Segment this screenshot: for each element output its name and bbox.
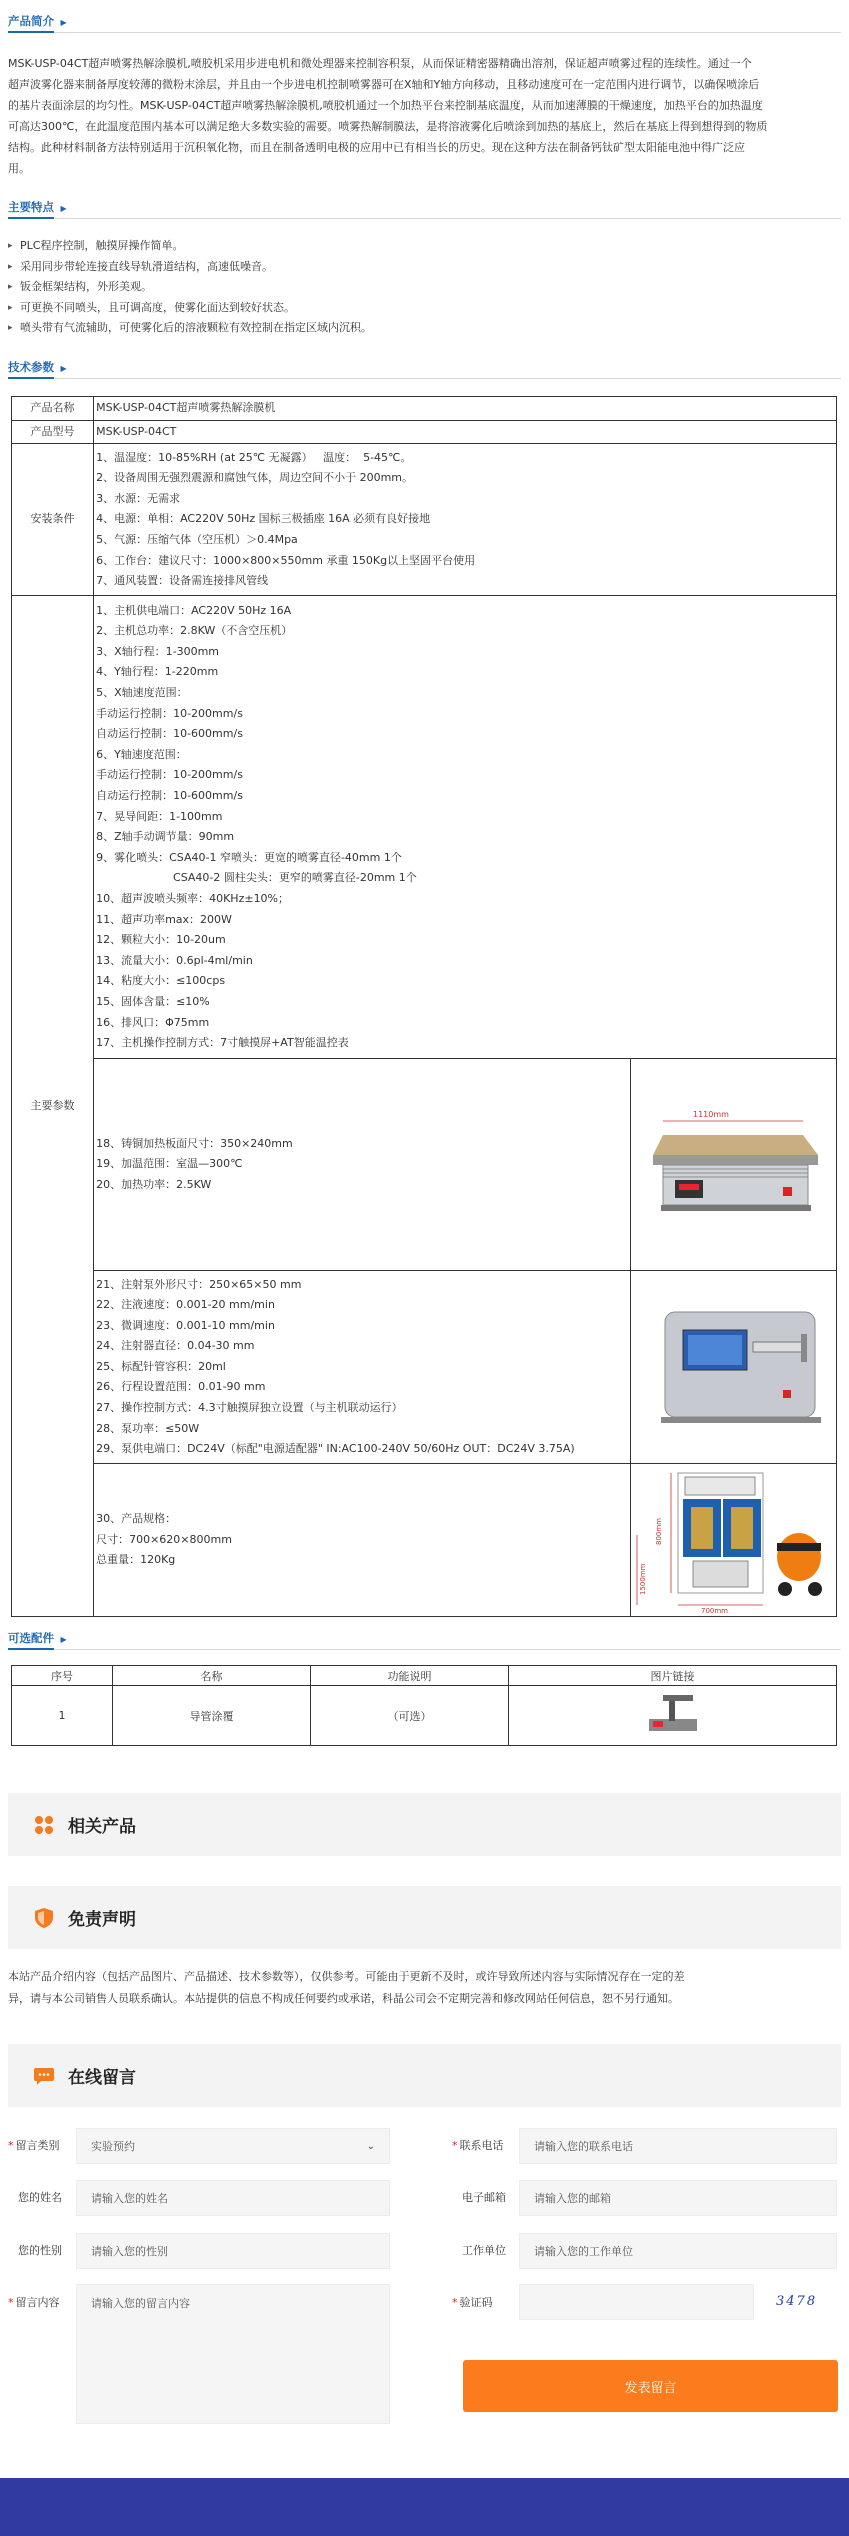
shield-icon [34,1908,54,1928]
main-params-block [94,596,837,1059]
text-line: CSA40-2 圆柱尖头：更窄的喷雾直径-20mm 1个 [96,871,417,885]
text-line: 5、气源：压缩气体（空压机）＞0.4Mpa [96,532,298,546]
intro-section-head [8,11,841,33]
text-line: 尺寸：700×620×800mm [96,1532,232,1546]
text-line: 4、电源：单相：AC220V 50Hz 国标三极插座 16A 必须有良好接地 [96,512,431,526]
accessories-table [11,1665,837,1746]
message-title: 在线留言 [68,2068,136,2088]
text-line: 总重量：120Kg [96,1553,176,1567]
text-line: 11、超声功率max：200W [96,912,232,926]
arrow-right-icon: ▶ [60,1635,67,1644]
disclaimer-title: 免责声明 [68,1910,136,1930]
text-line: 30、产品规格： [96,1512,177,1526]
main-params-block [94,1059,631,1271]
table-cell: 1 [12,1686,113,1746]
text-line: 异，请与本公司销售人员联系确认。本站提供的信息不构成任何要约或承诺，科晶公司会不定期完善和修改网站任何信息，恕不另行通知。 [8,1992,679,2005]
dim-label: 1110mm [693,1109,730,1119]
intro-text [8,53,841,179]
text-line: MSK-USP-04CT超声喷雾热解涂膜机,喷胶机采用步进电机和微处理器来控制容积泵，从而保证精密器精确出溶剂，保证超声喷雾过程的连续性。通过一个 [8,57,752,70]
type-select[interactable]: 实验预约 ⌄ [76,2128,390,2164]
text-line: 2、设备周围无强烈震源和腐蚀气体，周边空间不小于 200mm。 [96,471,414,485]
text-line: 6、Y轴速度范围： [96,747,187,761]
table-cell: 导管涂覆 [113,1686,311,1746]
main-params-block [94,1271,631,1464]
company-input[interactable]: 请输入您的工作单位 [519,2233,837,2269]
spec-label: 产品名称 [12,397,94,421]
gender-label: 您的性别 [18,2244,62,2257]
message-banner [8,2044,841,2107]
table-cell: （可选） [311,1686,509,1746]
text-line: 17、主机操作控制方式：7寸触摸屏+AT智能温控表 [96,1036,349,1050]
captcha-label: * 验证码 [452,2296,493,2309]
features-title: 主要特点 [8,197,54,219]
text-line: 8、Z轴手动调节量：90mm [96,830,235,844]
text-line: 26、行程设置范围：0.01-90 mm [96,1380,266,1394]
footer-bar [0,2478,849,2536]
feature-item: ▸ 钣金框架结构，外形美观。 [8,277,372,298]
gender-input[interactable]: 请输入您的性别 [76,2233,390,2269]
text-line: 自动运行控制：10-600mm/s [96,727,243,741]
specs-section-head [8,357,841,379]
text-line: 22、注液速度：0.001-20 mm/min [96,1298,275,1312]
content-textarea[interactable]: 请输入您的留言内容 [76,2284,390,2424]
text-line: 本站产品介绍内容（包括产品图片、产品描述、技术参数等），仅供参考。可能由于更新不及时，或许导致所述内容与实际情况存在一定的差 [8,1970,685,1983]
phone-label: * 联系电话 [452,2139,504,2152]
content-label: * 留言内容 [8,2296,60,2309]
chat-icon [34,2066,54,2086]
table-row [12,1686,837,1746]
email-input[interactable]: 请输入您的邮箱 [519,2180,837,2216]
text-line: 2、主机总功率：2.8KW（不含空压机） [96,624,293,638]
text-line: 3、水源：无需求 [96,491,181,505]
text-line: 19、加温范围：室温—300℃ [96,1157,243,1171]
related-products-banner [8,1793,841,1856]
text-line: 可高达300℃，在此温度范围内基本可以满足绝大多数实验的需要。喷雾热解制膜法，是将溶液雾化后喷涂到加热的基底上，然后在基底上得到想得到的物质 [8,120,768,133]
phone-input[interactable]: 请输入您的联系电话 [519,2128,837,2164]
install-conditions [94,444,837,596]
dim-label: 800mm [655,1518,664,1546]
table-header: 图片链接 [509,1666,837,1686]
text-line: 10、超声波喷头频率：40KHz±10%； [96,891,290,905]
text-line: 用。 [8,162,30,175]
features-list [8,236,372,339]
text-line: 5、X轴速度范围： [96,686,188,700]
features-section-head [8,197,841,219]
spec-value: MSK-USP-04CT [94,420,837,444]
text-line: 13、流量大小：0.6pl-4ml/min [96,953,253,967]
text-line: 7、通风装置：设备需连接排风管线 [96,574,269,588]
text-line: 3、X轴行程：1-300mm [96,644,220,658]
text-line: 12、颗粒大小：10-20um [96,933,226,947]
table-header: 功能说明 [311,1666,509,1686]
machine-image [630,1464,836,1617]
text-line: 的基片表面涂层的均匀性。MSK-USP-04CT超声喷雾热解涂膜机,喷胶机通过一个加热平台来控制基底温度，从而加速薄膜的干燥速度，加热平台的加热温度 [8,99,763,112]
feature-item: ▸ 喷头带有气流辅助，可使雾化后的溶液颗粒有效控制在指定区域内沉积。 [8,318,372,339]
spec-label: 安装条件 [12,444,94,596]
text-line: 29、泵供电端口：DC24V（标配"电源适配器" IN:AC100-240V 50/60Hz OUT：DC24V 3.75A) [96,1442,575,1456]
text-line: 28、泵功率：≤50W [96,1421,200,1435]
text-line: 结构。此种材料制备方法特别适用于沉积氧化物，而且在制备透明电极的应用中已有相当长的历史。现在这种方法在制备钙钛矿型太阳能电池中得广泛应 [8,141,745,154]
name-label: 您的姓名 [18,2191,62,2204]
captcha-input[interactable] [519,2284,754,2320]
chevron-down-icon: ⌄ [366,2140,375,2152]
spec-value: MSK-USP-04CT超声喷雾热解涂膜机 [94,397,837,421]
related-products-title: 相关产品 [68,1817,136,1837]
feature-item: ▸ 采用同步带轮连接直线导轨滑道结构，高速低噪音。 [8,257,372,278]
feature-item: ▸ PLC程序控制，触摸屏操作简单。 [8,236,372,257]
dim-label: 1500mm [639,1563,648,1596]
arrow-right-icon: ▶ [60,364,67,373]
text-line: 自动运行控制：10-600mm/s [96,789,243,802]
arrow-right-icon: ▶ [60,204,67,213]
table-header: 序号 [12,1666,113,1686]
accessories-title: 可选配件 [8,1628,54,1650]
main-params-block [94,1464,631,1617]
captcha-image[interactable]: 3478 [776,2294,818,2309]
text-line: 27、操作控制方式：4.3寸触摸屏独立设置（与主机联动运行） [96,1401,403,1415]
heating-plate-image [630,1059,836,1271]
dim-label: 700mm [701,1607,729,1616]
syringe-pump-image [630,1271,836,1464]
specs-title: 技术参数 [8,357,54,379]
text-line: 4、Y轴行程：1-220mm [96,665,219,679]
text-line: 20、加热功率：2.5KW [96,1177,212,1191]
text-line: 23、微调速度：0.001-10 mm/min [96,1318,275,1332]
text-line: 手动运行控制：10-200mm/s [96,768,243,782]
submit-button[interactable]: 发表留言 [463,2360,838,2412]
text-line: 7、晃导间距：1-100mm [96,809,223,823]
text-line: 1、温湿度：10-85%RH (at 25℃ 无凝露） 温度： 5-45℃。 [96,450,412,464]
feature-item: ▸ 可更换不同喷头，且可调高度，使雾化面达到较好状态。 [8,298,372,319]
email-label: 电子邮箱 [462,2191,506,2204]
arrow-right-icon: ▶ [60,18,67,27]
disclaimer-banner [8,1886,841,1949]
name-input[interactable]: 请输入您的姓名 [76,2180,390,2216]
text-line: 9、雾化喷头：CSA40-1 窄喷头：更宽的喷雾直径-40mm 1个 [96,850,402,864]
accessories-section-head [8,1628,841,1650]
text-line: 手动运行控制：10-200mm/s [96,706,243,720]
text-line: 15、固体含量：≤10% [96,994,210,1008]
spec-label: 主要参数 [12,596,94,1617]
spec-table [11,396,837,1617]
company-label: 工作单位 [462,2244,506,2257]
grid-icon [34,1815,54,1835]
text-line: 24、注射器直径：0.04-30 mm [96,1339,255,1353]
table-header: 名称 [113,1666,311,1686]
text-line: 14、粘度大小：≤100cps [96,974,226,988]
accessory-image-link[interactable] [509,1686,837,1746]
type-label: * 留言类别 [8,2139,60,2152]
disclaimer-text [8,1966,841,2010]
text-line: 16、排风口：Φ75mm [96,1015,210,1029]
spec-label: 产品型号 [12,420,94,444]
text-line: 18、铸铜加热板面尺寸：350×240mm [96,1136,293,1150]
text-line: 25、标配针管容积：20ml [96,1359,226,1373]
text-line: 21、注射泵外形尺寸：250×65×50 mm [96,1277,302,1291]
text-line: 6、工作台：建议尺寸：1000×800×550mm 承重 150Kg以上坚固平台使用 [96,553,476,567]
text-line: 超声波雾化器来制备厚度较薄的微粉末涂层，并且由一个步进电机控制喷雾器可在X轴和Y轴方向移动，且移动速度可在一定范围内进行调节，以确保喷涂后 [8,78,760,91]
intro-title: 产品简介 [8,11,54,33]
text-line: 1、主机供电端口：AC220V 50Hz 16A [96,603,292,617]
